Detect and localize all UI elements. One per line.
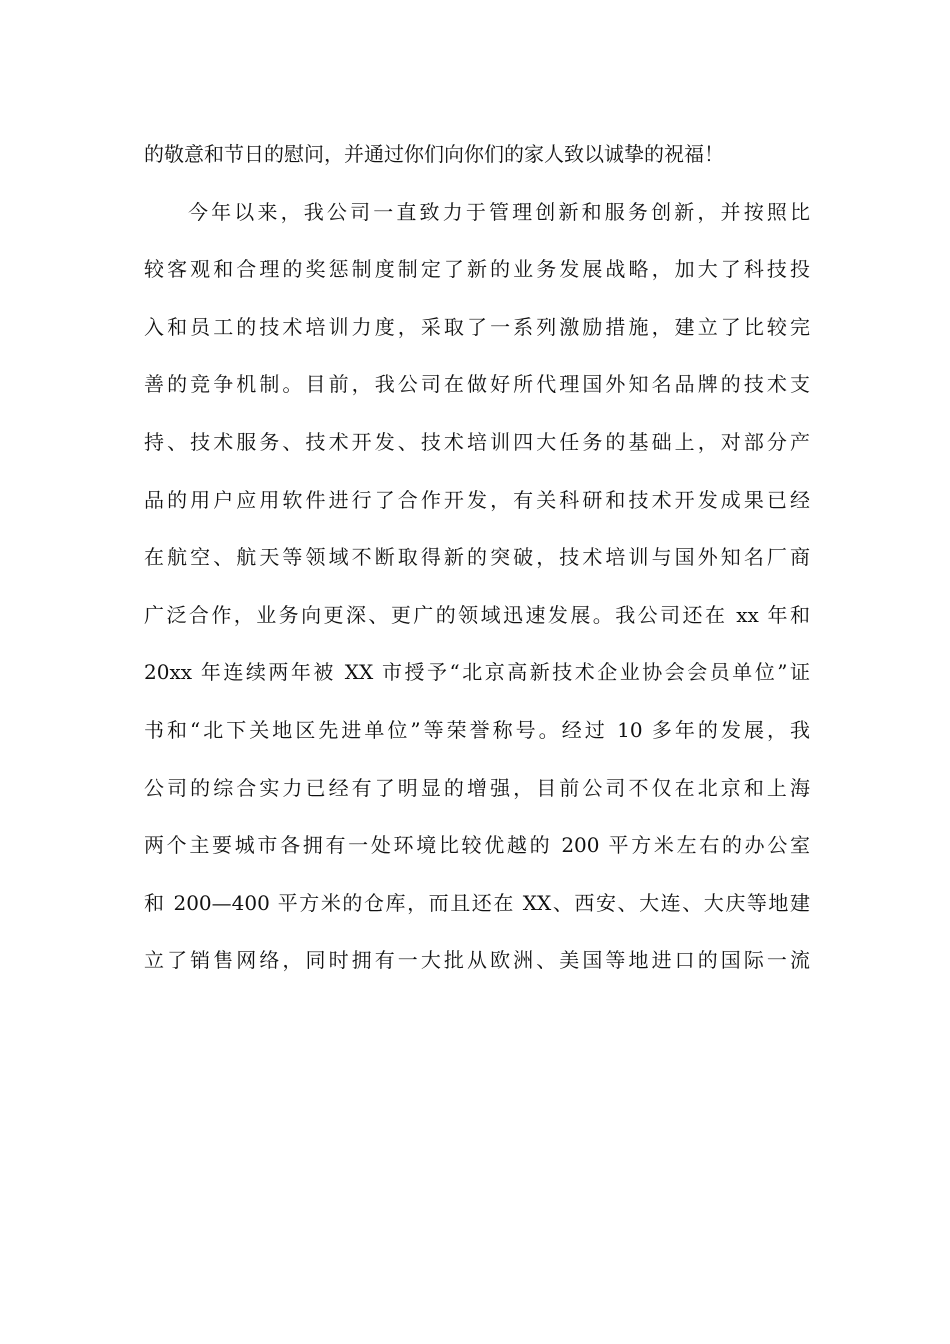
text-line: 善的竞争机制。目前，我公司在做好所代理国外知名品牌的技术支	[144, 372, 810, 397]
text-line: 在航空、航天等领域不断取得新的突破，技术培训与国外知名厂商	[144, 545, 810, 570]
text-line: 和 200—400 平方米的仓库，而且还在 XX、西安、大连、大庆等地建	[144, 890, 810, 915]
text-line: 较客观和合理的奖惩制度制定了新的业务发展战略，加大了科技投	[144, 257, 810, 282]
text-line: 持、技术服务、技术开发、技术培训四大任务的基础上，对部分产	[144, 429, 810, 454]
text-line: 入和员工的技术培训力度，采取了一系列激励措施，建立了比较完	[144, 314, 810, 339]
text-line: 公司的综合实力已经有了明显的增强，目前公司不仅在北京和上海	[144, 775, 810, 800]
text-line: 的敬意和节日的慰问，并通过你们向你们的家人致以诚挚的祝福！	[144, 142, 724, 166]
text-line: 立了销售网络，同时拥有一大批从欧洲、美国等地进口的国际一流	[144, 948, 810, 973]
text-line: 20xx 年连续两年被 XX 市授予“北京高新技术企业协会会员单位”证	[144, 660, 810, 685]
body-text	[144, 126, 810, 990]
text-line: 两个主要城市各拥有一处环境比较优越的 200 平方米左右的办公室	[144, 833, 810, 858]
text-line: 品的用户应用软件进行了合作开发，有关科研和技术开发成果已经	[144, 487, 810, 512]
text-line: 广泛合作，业务向更深、更广的领域迅速发展。我公司还在 xx 年和	[144, 602, 810, 627]
text-line: 书和“北下关地区先进单位”等荣誉称号。经过 10 多年的发展，我	[144, 717, 810, 742]
paragraph-first-line: 今年以来，我公司一直致力于管理创新和服务创新，并按照比	[188, 199, 810, 224]
